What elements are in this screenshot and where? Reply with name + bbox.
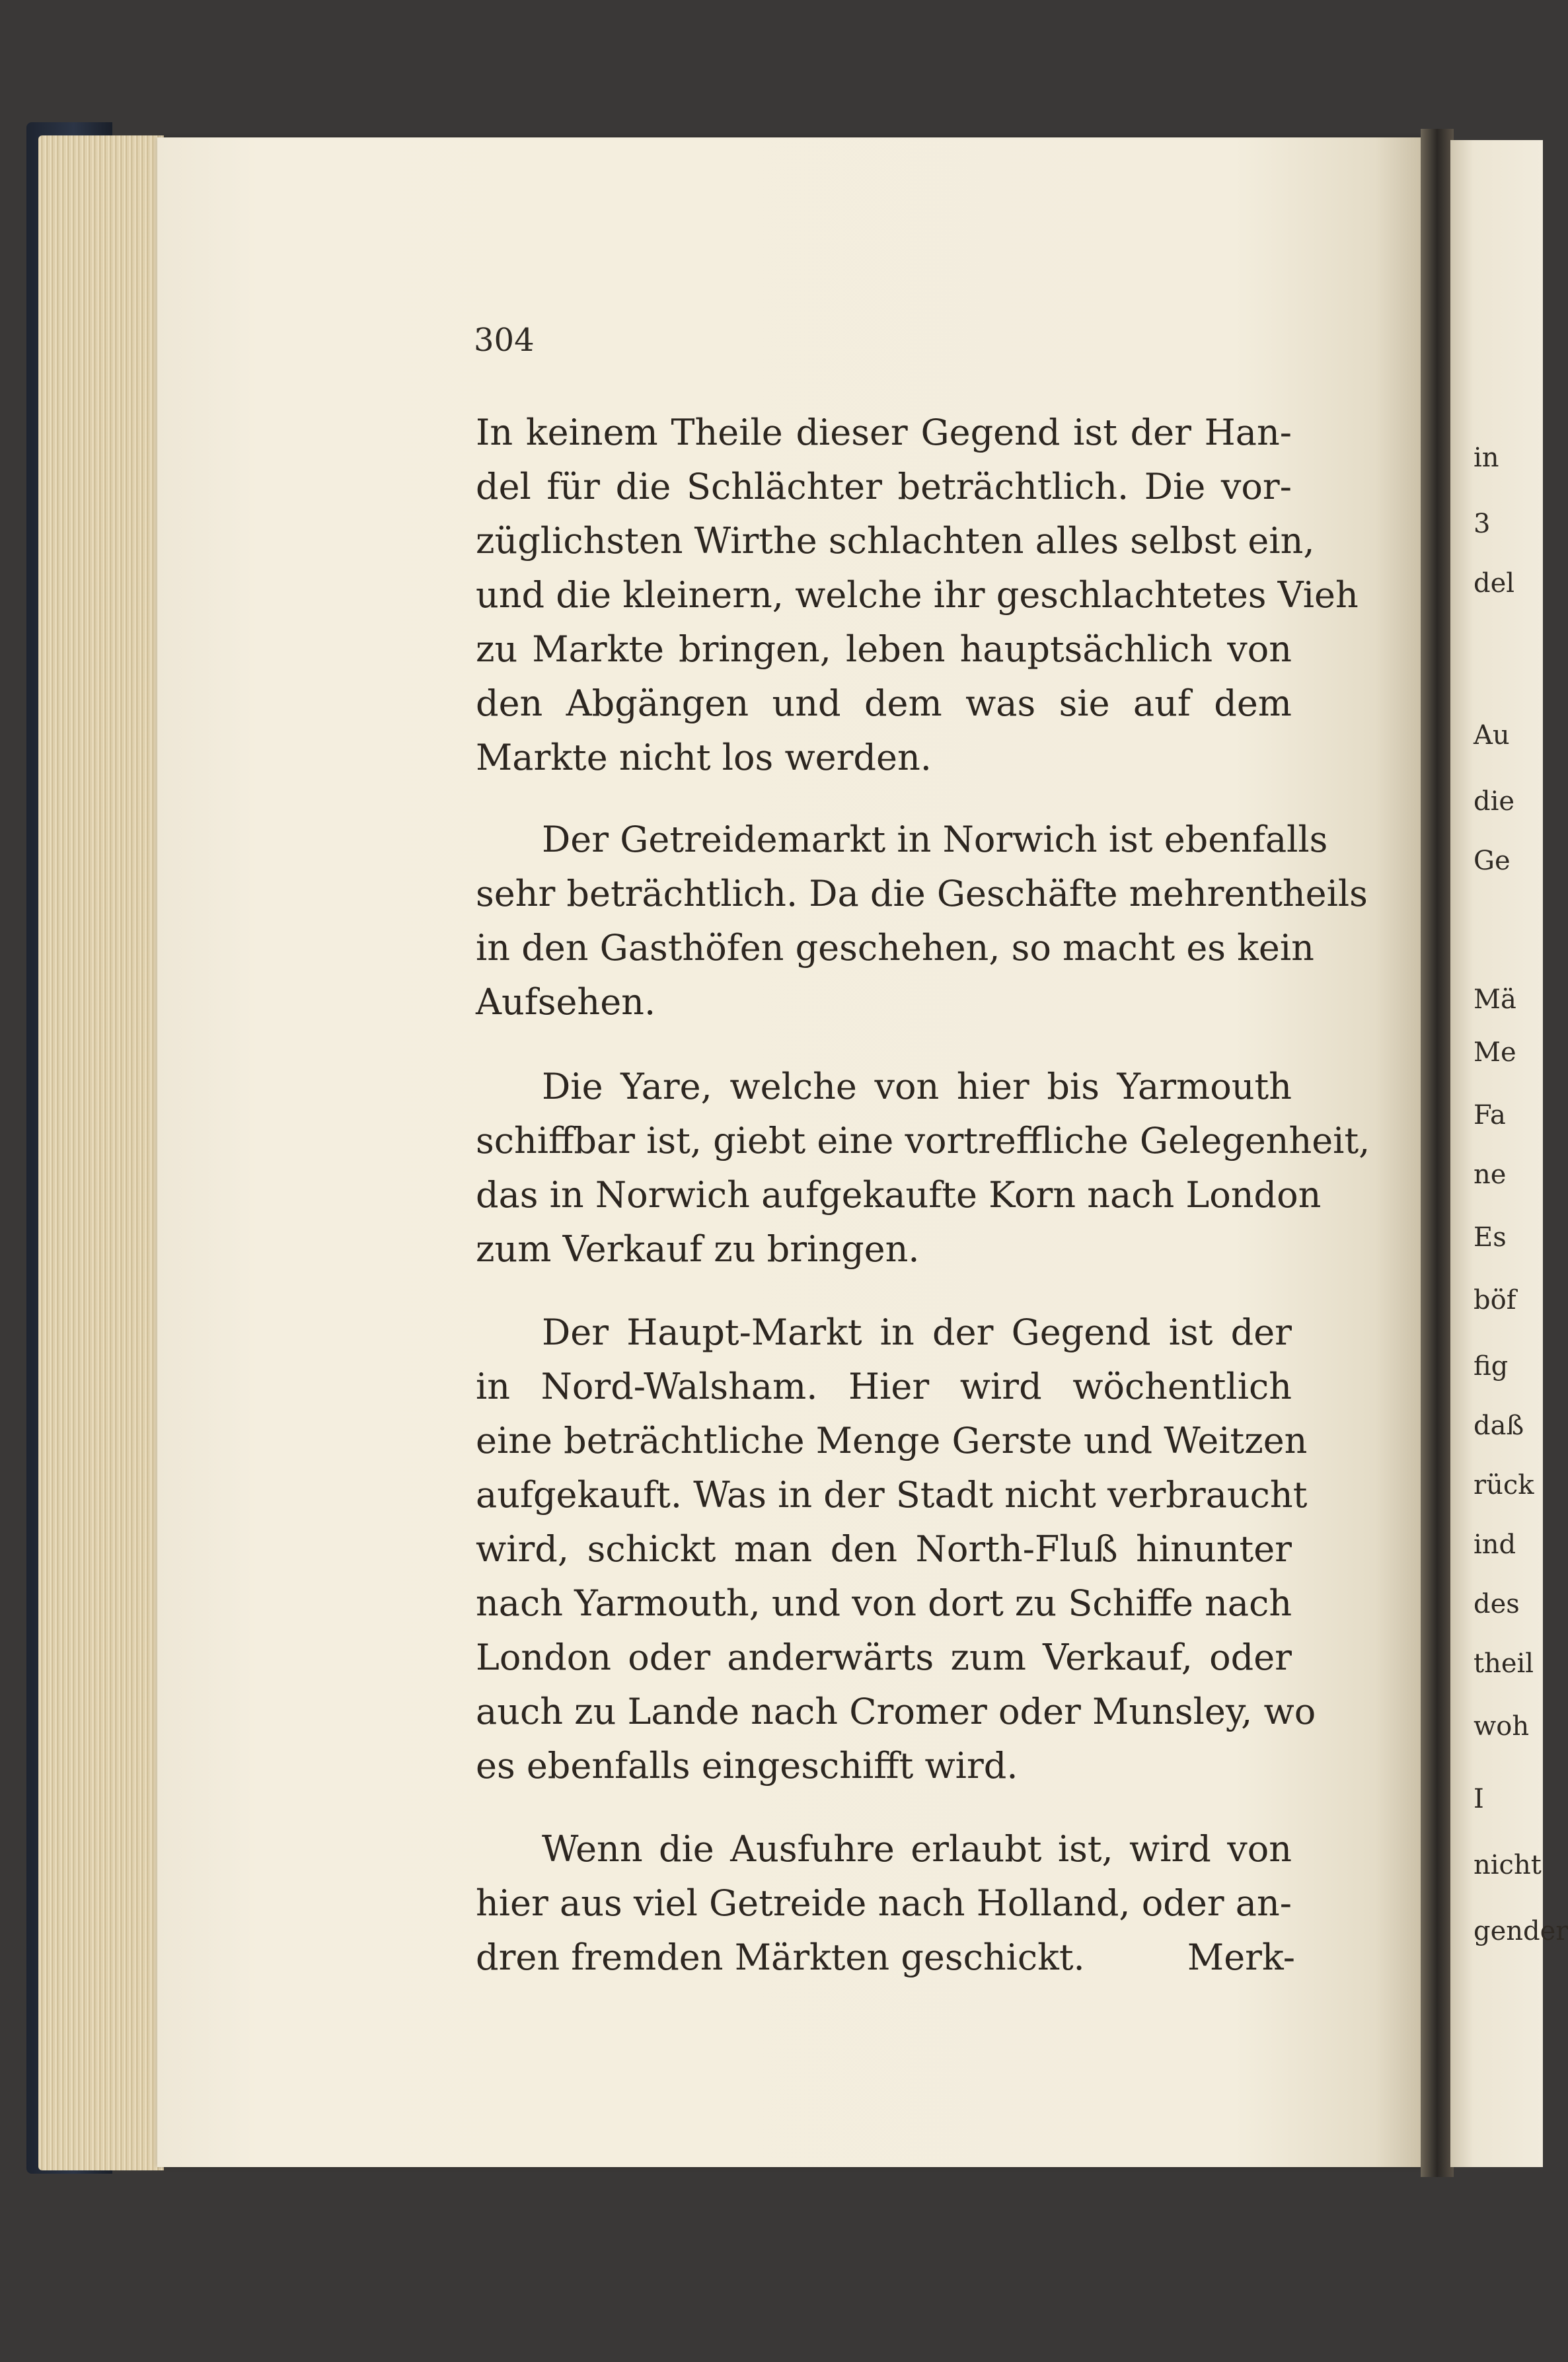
right-page-fragment: Es [1474,1222,1507,1253]
text-line: Die Yare, welche von hier bis Yarmouth [542,1066,1292,1107]
text-line: eine beträchtliche Menge Gerste und Weitzen [476,1420,1308,1461]
text-line: zum Verkauf zu bringen. [476,1228,920,1270]
right-page-fragment: in [1474,443,1499,473]
text-line: in den Gasthöfen geschehen, so macht es kein [476,927,1314,969]
text-line: sehr beträchtlich. Da die Geschäfte mehrentheils [476,873,1368,914]
text-line: zu Markte bringen, leben hauptsächlich von [476,628,1292,670]
book-gutter [1421,129,1454,2177]
right-page-fragment: rück [1474,1470,1534,1500]
text-line: Wenn die Ausfuhre erlaubt ist, wird von [542,1828,1292,1870]
right-page-fragment: ind [1474,1530,1516,1560]
right-page-fragment: Fa [1474,1100,1506,1130]
text-line: In keinem Theile dieser Gegend ist der Han- [476,412,1292,453]
right-page-fragment: gender [1474,1916,1568,1946]
right-page-fragment: ne [1474,1160,1507,1190]
right-page-fragment: woh [1474,1711,1530,1742]
text-line: wird, schickt man den North-Fluß hinunter [476,1528,1292,1570]
right-page-fragment: die [1474,786,1515,817]
text-line: Aufsehen. [476,981,656,1023]
right-page-fragment: Ge [1474,846,1511,876]
text-line: hier aus viel Getreide nach Holland, oder an- [476,1882,1292,1924]
text-line: und die kleinern, welche ihr geschlachtetes Vieh [476,574,1359,616]
right-page-fragment: fig [1474,1351,1509,1382]
text-line: schiffbar ist, giebt eine vortreffliche Gelegenheit, [476,1120,1370,1162]
right-page-fragment: des [1474,1589,1520,1619]
text-line: es ebenfalls eingeschifft wird. [476,1745,1018,1787]
right-page-fragment: Me [1474,1037,1516,1068]
text-line: das in Norwich aufgekaufte Korn nach London [476,1174,1322,1216]
text-line: auch zu Lande nach Cromer oder Munsley, wo [476,1691,1316,1732]
text-line: den Abgängen und dem was sie auf dem [476,683,1292,724]
right-page-fragment: del [1474,568,1515,599]
right-page-fragment: daß [1474,1411,1524,1441]
text-line: Der Getreidemarkt in Norwich ist ebenfalls [542,819,1328,860]
page-edges [38,135,164,2170]
text-line: aufgekauft. Was in der Stadt nicht verbraucht [476,1474,1308,1516]
right-page-fragment: nicht [1474,1850,1542,1880]
right-page-fragment: böf [1474,1285,1516,1315]
text-line: Der Haupt-Markt in der Gegend ist der [542,1311,1292,1353]
text-line: Markte nicht los werden. [476,737,932,778]
right-page-fragment: I [1474,1784,1484,1814]
right-page-fragment: Mä [1474,984,1516,1015]
text-line: dren fremden Märkten geschickt. [476,1937,1085,1978]
right-page-fragment: theil [1474,1648,1534,1679]
page-number: 304 [474,322,535,359]
text-line: del für die Schlächter beträchtlich. Die vor- [476,466,1292,507]
text-line: in Nord-Walsham. Hier wird wöchentlich [476,1366,1292,1407]
text-line: nach Yarmouth, und von dort zu Schiffe nach [476,1582,1292,1624]
right-page-fragment: Au [1474,720,1510,751]
text-line: London oder anderwärts zum Verkauf, oder [476,1637,1292,1678]
right-page-fragment: 3 [1474,509,1491,539]
catchword: Merk- [1187,1937,1295,1978]
text-line: züglichsten Wirthe schlachten alles selbst ein, [476,520,1315,562]
